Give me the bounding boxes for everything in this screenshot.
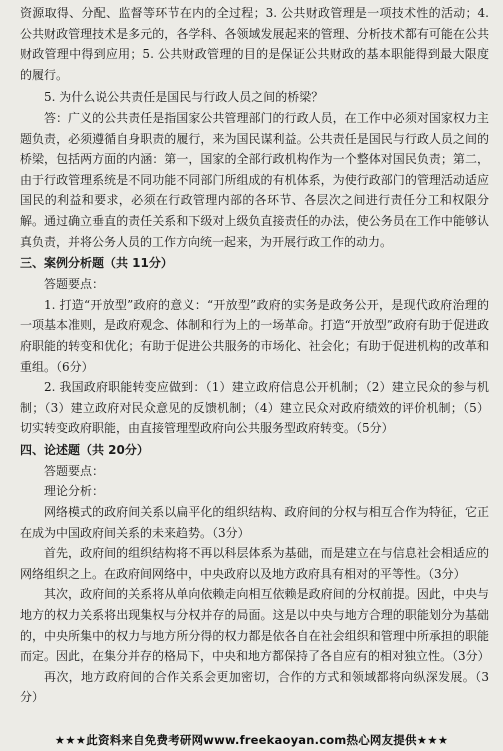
section-4-theory-label: 理论分析： — [44, 484, 105, 499]
section-3-heading: 三、案例分析题（共 11分） — [20, 256, 173, 271]
section-4-paragraph-3: 其次，政府间的关系将从单向依赖走向相互依赖是政府间的分权前提。因此，中央与地方的权力关系将出现集权与分权并存的局面。这是以中央与地方合理的职能划分为基础的，中央所集中的权力与地方所分得的权力都是依各自在社会组织和管理中所承担的职能而定。因此，在集分并存的格局下，中央和地方都保持了各自应有的相对独立性。（3分） — [20, 587, 490, 664]
question-5: 5. 为什么说公共责任是国民与行政人员之间的桥梁？ — [44, 90, 324, 105]
section-4-points-label: 答题要点： — [44, 463, 105, 478]
question-5-answer: 答：广义的公共责任是指国家公共管理部门的行政人员，在工作中必须对国家权力主题负责，必须遵循自身职责的履行，来为国民谋利益。公共责任是国民与行政人员之间的桥梁，包括两方面的内涵：第一，国家的全部行政机构作为一个整体对国民负责；第二，由于行政管理系统是不同功能不同部门所组成的有机体系，为使行政部门的管理活动适应国民的利益和要求，必须在行政管理内部的各环节、各层次之间进行责任分工和权限分解。通过确立垂直的责任关系和下级对上级负直接责任的办法，使公务员在工作中能够认真负责，并将公务人员的工作方向统一起来，为开展行政工作的动力。 — [20, 110, 489, 249]
section-4-paragraph-4: 再次，地方政府间的合作关系会更加密切，合作的方式和领域都将向纵深发展。（3分） — [20, 669, 489, 705]
section-4-paragraph-2: 首先，政府间的组织结构将不再以科层体系为基础，而是建立在与信息社会相适应的网络组织之上。在政府间网络中，中央政府以及地方政府具有相对的平等性。（3分） — [20, 546, 489, 581]
paragraph-p1: 资源取得、分配、监督等环节在内的全过程；3. 公共财政管理是一项技术性的活动；4. 公共财政管理技术是多元的，各学科、各领域发展起来的管理、分析技术都有可能在公共财政管理中得到应用；5. 公共财政管理的目的是保证公共财政的基本职能得到最大限度的履行。 — [20, 6, 489, 82]
section-3-point-1: 1. 打造“开放型”政府的意义：“开放型”政府的实务是政务公开，是现代政府治理的一项基本准则，是政府观念、体制和行为上的一场革命。打造“开放型”政府有助于促进政府职能的转变和优化；有助于促进公共服务的市场化、社会化；有助于促进机构的改革和重组。（6分） — [20, 297, 489, 374]
footer-banner: ★★★此资料来自免费考研网www.freekaoyan.com热心网友提供★★★ — [54, 733, 449, 747]
section-3-points-label: 答题要点： — [44, 277, 105, 292]
section-3-point-2: 2. 我国政府职能转变应做到：（1）建立政府信息公开机制；（2）建立民众的参与机制；（3）建立政府对民众意见的反馈机制；（4）建立民众对政府绩效的评价机制；（5）切实转变政府职能，由直接管理型政府向公共服务型政府转变。（5分） — [20, 380, 489, 436]
section-4-paragraph-1: 网络模式的政府间关系以扁平化的组织结构、政府间的分权与相互合作为特征，它正在成为中国政府间关系的未来趋势。（3分） — [20, 505, 489, 540]
section-4-heading: 四、论述题（共 20分） — [20, 442, 149, 457]
